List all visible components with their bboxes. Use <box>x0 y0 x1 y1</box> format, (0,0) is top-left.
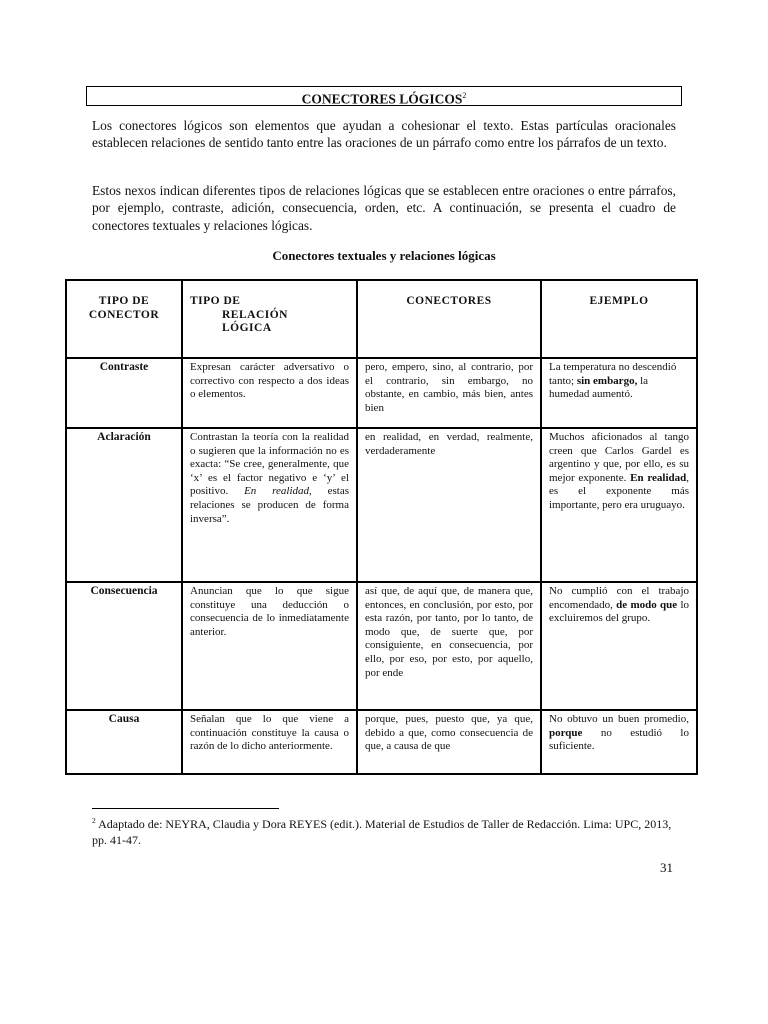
page-title <box>86 86 682 106</box>
connector-type-cell: Causa <box>66 710 182 774</box>
connectors-table <box>65 279 698 775</box>
table-row <box>66 358 697 428</box>
example-cell: No obtuvo un buen promedio, porque no estudió lo suficiente. <box>541 710 697 774</box>
example-cell: Muchos aficionados al tango creen que Carlos Gardel es argentino y que, por ello, es su mejor exponente. En realidad, es el exponente más importante, pero era uruguayo. <box>541 428 697 582</box>
connector-type-cell: Contraste <box>66 358 182 428</box>
connectors-cell: así que, de aquí que, de manera que, entonces, en conclusión, por esto, por esta razón, por tanto, por lo tanto, de modo que, de suerte que, por consiguiente, en consecuencia, por ello, por eso, por esto, por aquello, por ende <box>357 582 541 710</box>
footnote-divider <box>92 808 279 809</box>
connectors-cell: en realidad, en verdad, realmente, verdaderamente <box>357 428 541 582</box>
connector-type-cell: Aclaración <box>66 428 182 582</box>
table-row <box>66 710 697 774</box>
example-cell: No cumplió con el trabajo encomendado, de modo que lo excluiremos del grupo. <box>541 582 697 710</box>
header-relation-type: TIPO DE RELACIÓN LÓGICA <box>182 280 357 358</box>
relation-cell: Contrastan la teoría con la realidad o sugieren que la información no es exacta: “Se cree, generalmente, que ‘x’ es el factor negativo e ‘y’ el positivo. En realidad, estas relaciones se producen de forma inversa”. <box>182 428 357 582</box>
title-footnote-mark: 2 <box>462 91 467 100</box>
footnote-text: Adaptado de: NEYRA, Claudia y Dora REYES (edit.). Material de Estudios de Taller de Redacción. Lima: UPC, 2013, pp. 41-47. <box>92 817 672 847</box>
footnote <box>92 813 672 848</box>
table-header-row <box>66 280 697 358</box>
page-number: 31 <box>660 860 673 875</box>
header-example: EJEMPLO <box>541 280 697 358</box>
table-caption: Conectores textuales y relaciones lógicas <box>272 248 496 263</box>
relation-cell: Expresan carácter adversativo o correctivo con respecto a dos ideas o elementos. <box>182 358 357 428</box>
header-connectors: CONECTORES <box>357 280 541 358</box>
intro-paragraph-2: Estos nexos indican diferentes tipos de relaciones lógicas que se establecen entre oraciones o entre párrafos, por ejemplo, contraste, adición, consecuencia, orden, etc. A continuación, se presenta el cuadro de conectores textuales y relaciones lógicas. <box>92 183 676 233</box>
connectors-cell: pero, empero, sino, al contrario, por el contrario, sin embargo, no obstante, en cambio, más bien, antes bien <box>357 358 541 428</box>
table-row <box>66 582 697 710</box>
connectors-cell: porque, pues, puesto que, ya que, debido a que, como consecuencia de que, a causa de que <box>357 710 541 774</box>
relation-cell: Anuncian que lo que sigue constituye una deducción o consecuencia de lo inmediatamente anterior. <box>182 582 357 710</box>
example-cell: La temperatura no descendió tanto; sin embargo, la humedad aumentó. <box>541 358 697 428</box>
title-text: CONECTORES LÓGICOS <box>301 91 463 107</box>
table-row <box>66 428 697 582</box>
footnote-mark: 2 <box>92 816 96 825</box>
connector-type-cell: Consecuencia <box>66 582 182 710</box>
header-connector-type: TIPO DE CONECTOR <box>66 280 182 358</box>
intro-paragraph-1: Los conectores lógicos son elementos que ayudan a cohesionar el texto. Estas partículas oracionales establecen relaciones de sentido tanto entre las oraciones de un párrafo como entre los párrafos de un texto. <box>92 118 676 151</box>
relation-cell: Señalan que lo que viene a continuación constituye la causa o razón de lo dicho anteriormente. <box>182 710 357 774</box>
